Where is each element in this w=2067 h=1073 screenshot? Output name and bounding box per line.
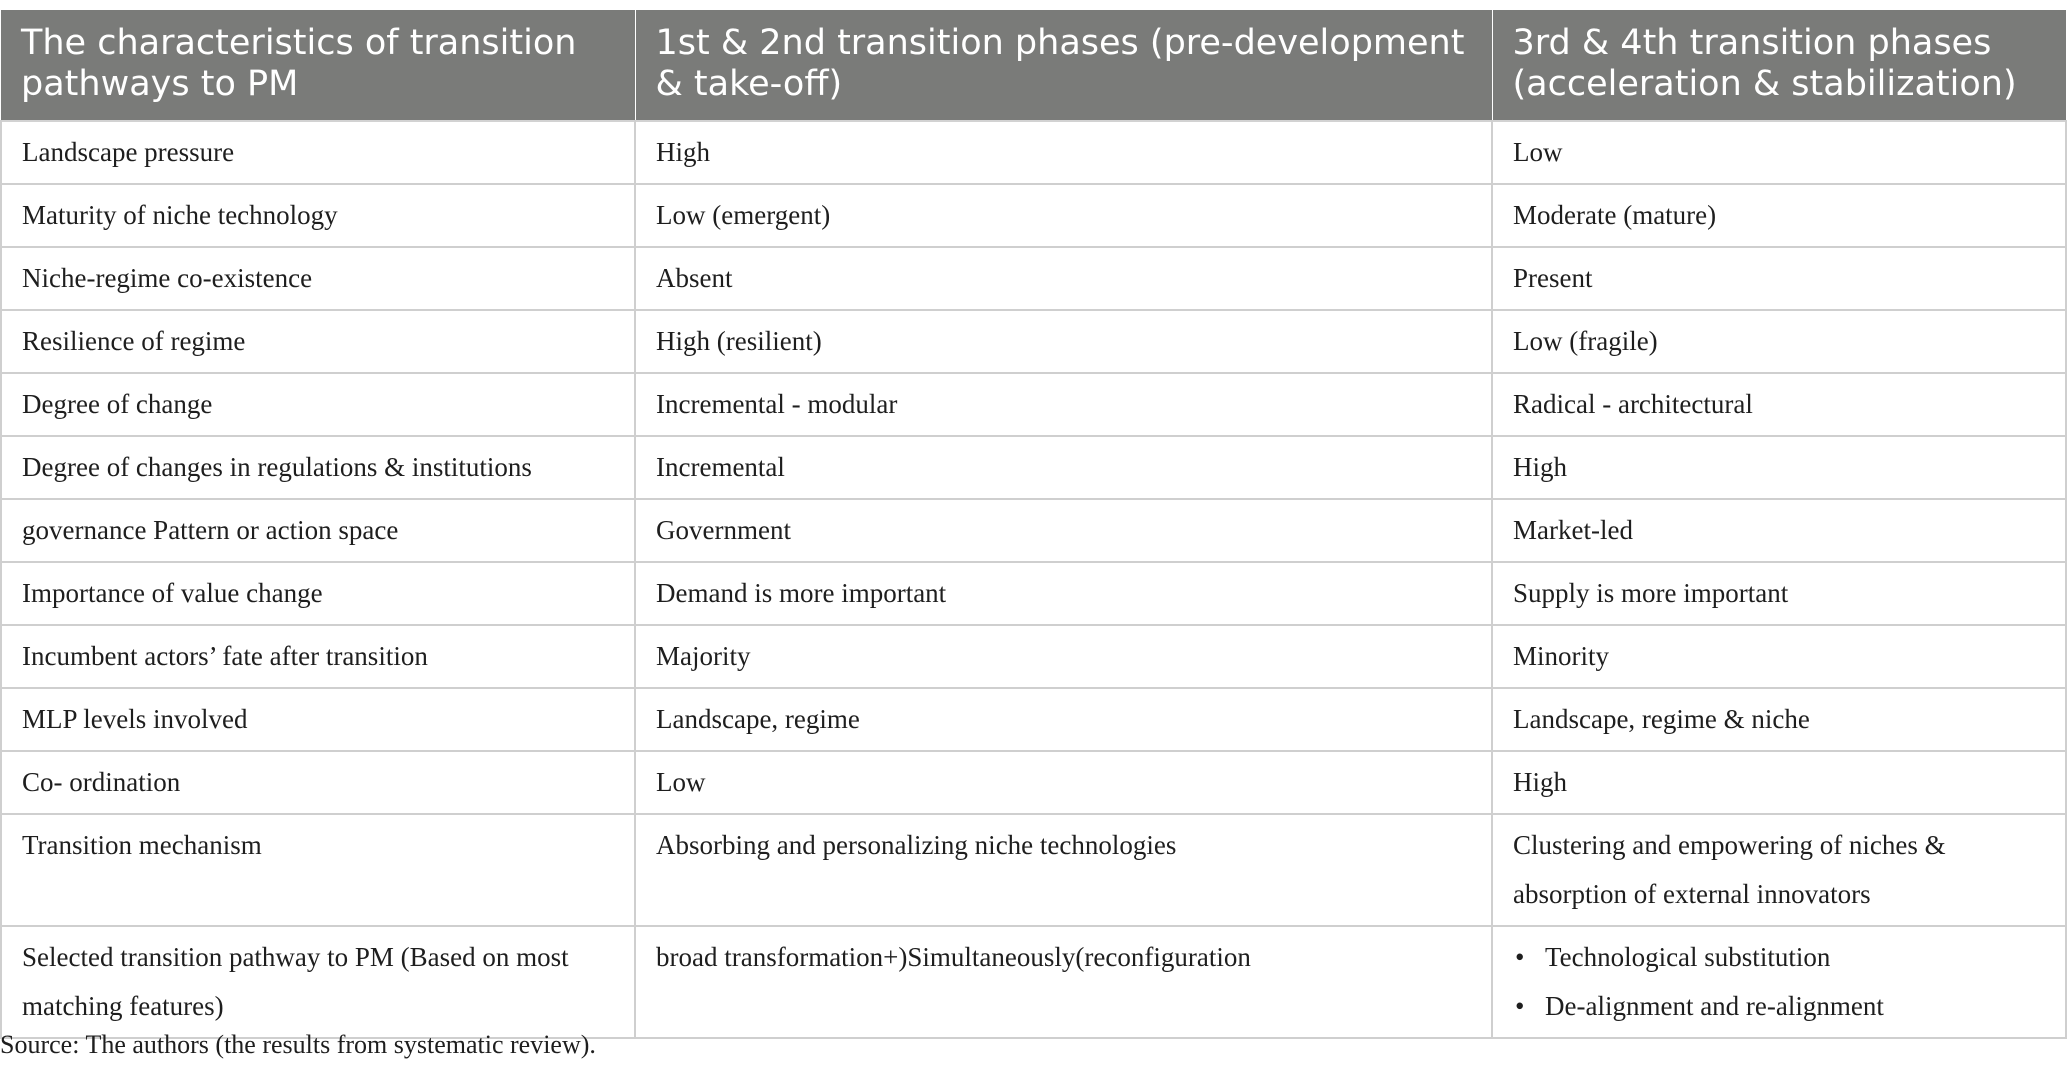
table-row (1, 625, 2066, 688)
cell-phase-3-4: Low (1492, 121, 2066, 184)
cell-phase-3-4 (1492, 926, 2066, 1038)
cell-characteristic: Degree of changes in regulations & institutions (1, 436, 635, 499)
cell-phase-1-2: Absorbing and personalizing niche technologies (635, 814, 1492, 926)
table-row (1, 184, 2066, 247)
cell-phase-1-2: Absent (635, 247, 1492, 310)
cell-phase-1-2: High (635, 121, 1492, 184)
cell-characteristic: Maturity of niche technology (1, 184, 635, 247)
table-row (1, 562, 2066, 625)
table-row (1, 247, 2066, 310)
list-item-text: Technological substitution (1545, 942, 1831, 972)
bullet-icon: • (1515, 991, 1525, 1021)
cell-characteristic: Transition mechanism (1, 814, 635, 926)
cell-phase-3-4: High (1492, 751, 2066, 814)
table-row (1, 751, 2066, 814)
cell-phase-1-2: Low (emergent) (635, 184, 1492, 247)
cell-phase-3-4: Supply is more important (1492, 562, 2066, 625)
table-row-selected-pathway (1, 926, 2066, 1038)
cell-phase-3-4: Minority (1492, 625, 2066, 688)
cell-characteristic: MLP levels involved (1, 688, 635, 751)
cell-phase-3-4: Clustering and empowering of niches & absorption of external innovators (1492, 814, 2066, 926)
characteristics-table-container (0, 10, 2065, 1039)
characteristics-table (0, 10, 2067, 1039)
source-note: Source: The authors (the results from systematic review). (0, 1030, 596, 1059)
cell-phase-1-2: Low (635, 751, 1492, 814)
table-row (1, 499, 2066, 562)
cell-phase-1-2: Government (635, 499, 1492, 562)
list-item (1513, 933, 2047, 982)
table-row (1, 373, 2066, 436)
cell-phase-1-2: broad transformation+)Simultaneously(reconfiguration (635, 926, 1492, 1038)
cell-phase-1-2: Majority (635, 625, 1492, 688)
cell-phase-3-4: Moderate (mature) (1492, 184, 2066, 247)
cell-characteristic: Selected transition pathway to PM (Based on most matching features) (1, 926, 635, 1038)
cell-characteristic: Incumbent actors’ fate after transition (1, 625, 635, 688)
cell-phase-1-2: Incremental (635, 436, 1492, 499)
bullet-icon: • (1515, 942, 1525, 972)
cell-phase-3-4: Radical - architectural (1492, 373, 2066, 436)
cell-phase-3-4: High (1492, 436, 2066, 499)
header-phases-1-2: 1st & 2nd transition phases (pre-development & take-off) (635, 10, 1492, 121)
header-phases-3-4: 3rd & 4th transition phases (acceleration & stabilization) (1492, 10, 2066, 121)
cell-characteristic: Landscape pressure (1, 121, 635, 184)
cell-phase-1-2: Demand is more important (635, 562, 1492, 625)
list-item-text: De-alignment and re-alignment (1545, 991, 1884, 1021)
table-row (1, 814, 2066, 926)
cell-characteristic: Importance of value change (1, 562, 635, 625)
table-row (1, 310, 2066, 373)
cell-phase-3-4: Market-led (1492, 499, 2066, 562)
cell-characteristic: Co- ordination (1, 751, 635, 814)
cell-characteristic: Degree of change (1, 373, 635, 436)
cell-phase-1-2: Incremental - modular (635, 373, 1492, 436)
list-item (1513, 982, 2047, 1031)
cell-phase-3-4: Present (1492, 247, 2066, 310)
table-row (1, 436, 2066, 499)
table-row (1, 121, 2066, 184)
cell-phase-1-2: Landscape, regime (635, 688, 1492, 751)
cell-phase-3-4: Low (fragile) (1492, 310, 2066, 373)
cell-characteristic: governance Pattern or action space (1, 499, 635, 562)
table-row (1, 688, 2066, 751)
cell-phase-3-4: Landscape, regime & niche (1492, 688, 2066, 751)
cell-phase-1-2: High (resilient) (635, 310, 1492, 373)
cell-characteristic: Niche-regime co-existence (1, 247, 635, 310)
cell-characteristic: Resilience of regime (1, 310, 635, 373)
header-characteristics: The characteristics of transition pathways to PM (1, 10, 635, 121)
pathway-bullet-list (1513, 933, 2047, 1031)
table-header-row (1, 10, 2066, 121)
